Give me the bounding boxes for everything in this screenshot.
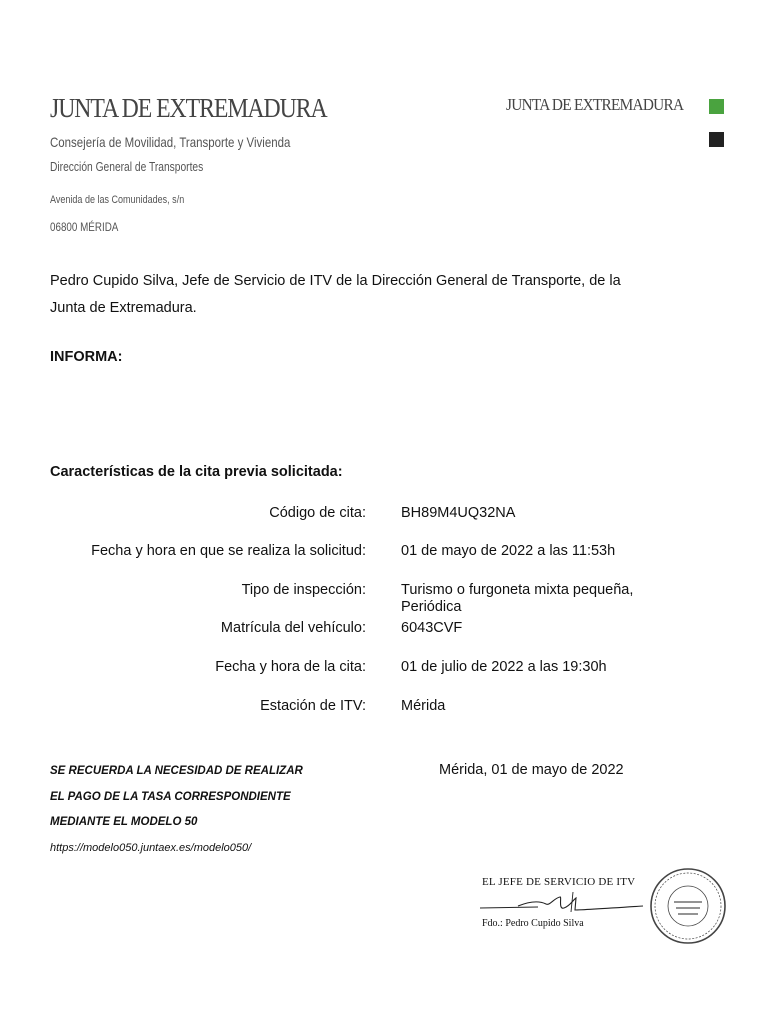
place-date: Mérida, 01 de mayo de 2022 bbox=[439, 762, 624, 778]
address-line: Avenida de las Comunidades, s/n bbox=[50, 194, 185, 206]
field-label-tipo-inspeccion: Tipo de inspección: bbox=[241, 582, 366, 598]
direction-name: Dirección General de Transportes bbox=[50, 160, 204, 174]
handwritten-signature bbox=[478, 888, 648, 918]
field-value-fecha-cita: 01 de julio de 2022 a las 19:30h bbox=[401, 659, 607, 675]
characteristics-heading: Características de la cita previa solicitada: bbox=[50, 464, 343, 480]
field-value-codigo: BH89M4UQ32NA bbox=[401, 505, 516, 521]
modelo050-link[interactable]: https://modelo050.juntaex.es/modelo050/ bbox=[50, 842, 252, 854]
logo-junta-extremadura: JUNTA DE EXTREMADURA bbox=[50, 93, 327, 123]
signer-title: EL JEFE DE SERVICIO DE ITV bbox=[482, 876, 636, 888]
reminder-line-1: SE RECUERDA LA NECESIDAD DE REALIZAR bbox=[50, 765, 303, 777]
informa-heading: INFORMA: bbox=[50, 349, 123, 365]
green-square-icon bbox=[709, 99, 724, 114]
field-value-matricula: 6043CVF bbox=[401, 620, 463, 636]
postal-city: 06800 MÉRIDA bbox=[50, 220, 119, 234]
field-label-codigo: Código de cita: bbox=[269, 505, 366, 521]
reminder-line-3: MEDIANTE EL MODELO 50 bbox=[50, 816, 198, 828]
field-label-fecha-cita: Fecha y hora de la cita: bbox=[215, 659, 366, 675]
logo-junta-extremadura-right: JUNTA DE EXTREMADURA bbox=[506, 95, 684, 114]
reminder-line-2: EL PAGO DE LA TASA CORRESPONDIENTE bbox=[50, 791, 291, 803]
field-label-estacion: Estación de ITV: bbox=[260, 698, 366, 714]
signed-by: Fdo.: Pedro Cupido Silva bbox=[482, 918, 584, 929]
field-value-fecha-solicitud: 01 de mayo de 2022 a las 11:53h bbox=[401, 543, 616, 559]
field-label-fecha-solicitud: Fecha y hora en que se realiza la solicitud: bbox=[91, 543, 366, 559]
intro-paragraph: Pedro Cupido Silva, Jefe de Servicio de ITV de la Dirección General de Transporte, de la Junta de Extremadura. bbox=[50, 273, 621, 316]
field-value-estacion: Mérida bbox=[401, 698, 446, 714]
department-name: Consejería de Movilidad, Transporte y Vivienda bbox=[50, 134, 291, 150]
black-square-icon bbox=[709, 132, 724, 147]
official-stamp bbox=[648, 866, 728, 946]
field-label-matricula: Matrícula del vehículo: bbox=[220, 620, 366, 636]
field-value-tipo-inspeccion: Turismo o furgoneta mixta pequeña, Periódica bbox=[401, 582, 634, 615]
